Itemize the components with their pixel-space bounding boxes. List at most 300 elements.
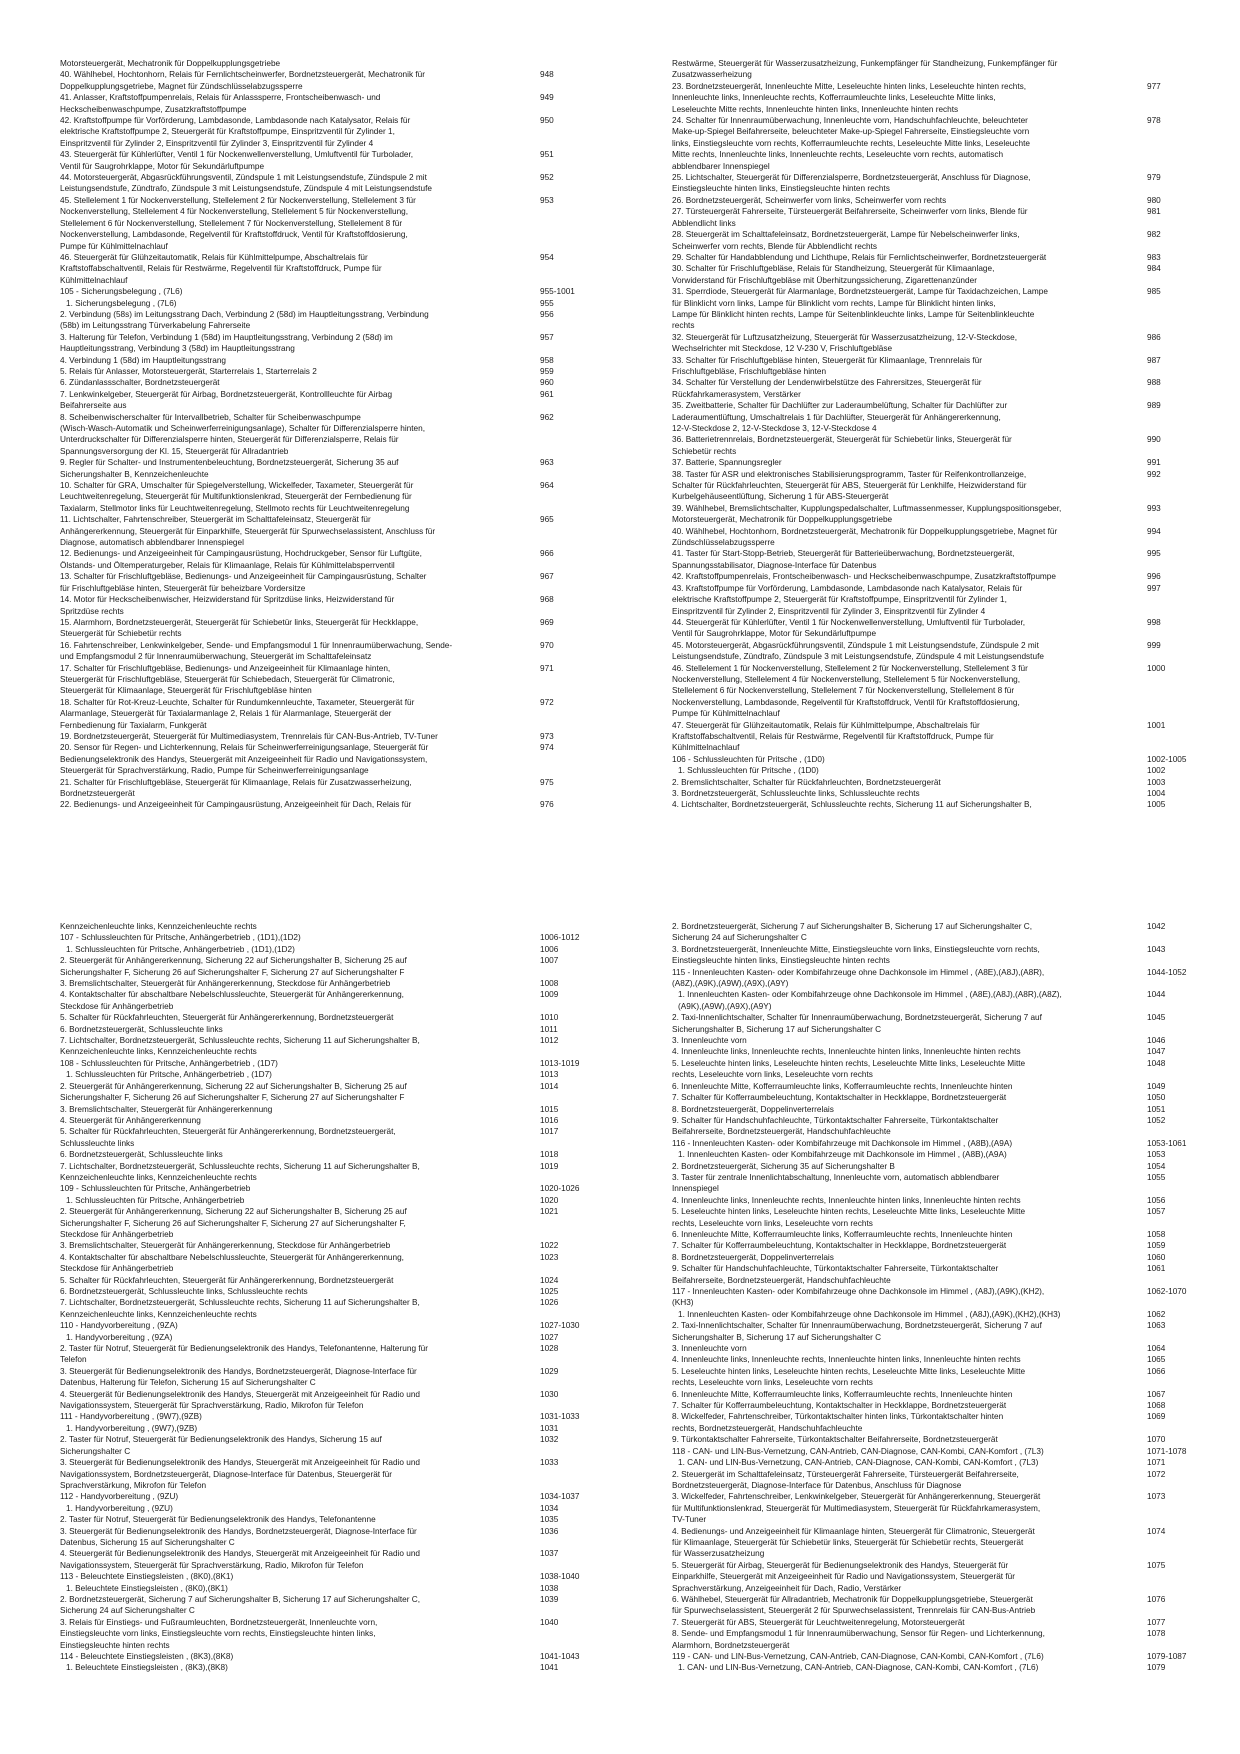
entry-text: 1. Beleuchtete Einstiegsleisten , (8K3),(8K8) (66, 1663, 228, 1673)
index-quadrant-bottom-right (672, 921, 1192, 1696)
entry-page-number: 997 (1147, 583, 1161, 593)
entry-text: 1. Schlussleuchten für Pritsche , (1D0) (678, 766, 819, 776)
entry-text: 4. Innenleuchte links, Innenleuchte rechts, Innenleuchte hinten links, Innenleuchte hinten rechts (672, 1047, 1021, 1057)
entry-text: 40. Wählhebel, Hochtonhorn, Bordnetzsteuergerät, Mechatronik für Doppelkupplungsgetriebe, Magnet für Zündschlüsselabzugssperre (672, 526, 1058, 548)
entry-page-number: 1055 (1147, 1172, 1166, 1182)
index-entry (60, 1081, 580, 1104)
index-entry (60, 389, 580, 412)
entry-text: 5. Leseleuchte hinten links, Leseleuchte hinten rechts, Leseleuchte Mitte links, Leseleuchte Mitte rechts, Leseleuchte vorn links, Leseleuchte vorn rechts (672, 1366, 1026, 1388)
index-entry (672, 1058, 1192, 1081)
entry-page-number: 1004 (1147, 789, 1166, 798)
index-entry (672, 1240, 1192, 1251)
index-entry (60, 457, 580, 480)
index-entry (60, 1594, 580, 1617)
index-entry (672, 1309, 1192, 1320)
entry-text: 26. Bordnetzsteuergerät, Scheinwerfer vorn links, Scheinwerfer vorn rechts (672, 195, 947, 205)
entry-text: 6. Bordnetzsteuergerät, Schlussleuchte links (60, 1150, 223, 1160)
entry-page-number: 1026 (540, 1298, 559, 1308)
index-entry (60, 514, 580, 548)
entry-text: 5. Schalter für Rückfahrleuchten, Steuergerät für Anhängererkennung, Bordnetzsteuergerät (60, 1013, 394, 1023)
entry-text: 2. Bordnetzsteuergerät, Sicherung 35 auf Sicherungshalter B (672, 1161, 895, 1171)
index-entry (60, 1252, 580, 1275)
entry-text: 12. Bedienungs- und Anzeigeeinheit für Campingausrüstung, Hochdruckgeber, Sensor für Luftgüte, Ölstands- und Öltemperaturgeber, Relais für Klimaanlage, Relais für Kühlmittelabsperrventil (60, 549, 422, 570)
entry-page-number: 1070 (1147, 1435, 1166, 1445)
entry-text: 5. Leseleuchte hinten links, Leseleuchte hinten rechts, Leseleuchte Mitte links, Leseleuchte Mitte rechts, Leseleuchte vorn links, Leseleuchte vorn rechts (672, 1207, 1026, 1228)
entry-text: 118 - CAN- und LIN-Bus-Vernetzung, CAN-Antrieb, CAN-Diagnose, CAN-Kombi, CAN-Komfort , (7L3) (672, 1446, 1044, 1456)
entry-page-number: 1049 (1147, 1081, 1166, 1091)
entry-page-number: 1058 (1147, 1229, 1166, 1239)
entry-page-number: 1027 (540, 1332, 559, 1342)
entry-text: 33. Schalter für Frischluftgebläse hinten, Steuergerät für Klimaanlage, Trennrelais für Frischluftgebläse, Frischluftgebläse hinten (672, 355, 982, 376)
entry-text: 6. Bordnetzsteuergerät, Schlussleuchte links, Schlussleuchte rechts (60, 1287, 308, 1296)
index-entry (60, 1275, 580, 1286)
index-entry (60, 1457, 580, 1491)
index-entry (60, 731, 580, 742)
entry-page-number: 954 (540, 252, 554, 262)
entry-page-number: 979 (1147, 173, 1161, 183)
entry-page-number: 988 (1147, 378, 1161, 388)
index-entry (672, 1400, 1192, 1411)
entry-text: 6. Innenleuchte Mitte, Kofferraumleuchte links, Kofferraumleuchte rechts, Innenleuchte hinten (672, 1389, 1013, 1399)
index-entry (60, 1149, 580, 1160)
entry-page-number: 971 (540, 663, 554, 673)
entry-text: 31. Sperrdiode, Steuergerät für Alarmanlage, Bordnetzsteuergerät, Lampe für Taxidachzeichen, Lampe für Blinklicht vorn links, Lampe für Blinklicht vorn rechts, Lampe für Blinklicht hinten links, Lampe für Blinklicht hinten rechts, Lampe für Seitenblinkleuchte links, Lampe für Seitenblinkleuchte rechts (672, 287, 1048, 331)
entry-page-number: 973 (540, 731, 554, 741)
entry-page-number: 1019 (540, 1161, 559, 1171)
entry-text: 3. Halterung für Telefon, Verbindung 1 (58d) im Hauptleitungsstrang, Verbindung 2 (58d) im Hauptleitungsstrang, Verbindung 3 (58d) im Hauptleitungsstrang (60, 332, 393, 354)
index-entry (672, 229, 1192, 252)
entry-text: 2. Steuergerät im Schalttafeleinsatz, Türsteuergerät Fahrerseite, Türsteuergerät Beifahrerseite, Bordnetzsteuergerät, Diagnose-Interface für Datenbus, Anschluss für Diagnose (672, 1469, 1019, 1490)
entry-text: 2. Taster für Notruf, Steuergerät für Bedienungselektronik des Handys, Telefonantenne, Halterung für Telefon (60, 1344, 428, 1365)
entry-page-number: 964 (540, 481, 554, 491)
entry-page-number: 1037 (540, 1549, 559, 1559)
entry-page-number: 1038-1040 (540, 1572, 580, 1582)
entry-text: 4. Steuergerät für Bedienungselektronik des Handys, Steuergerät mit Anzeigeeinheit für Radio und Navigationssystem, Steuergerät für Sprachverstärkung, Radio, Mikrofon für Telefon (60, 1389, 421, 1411)
index-entry (60, 172, 580, 195)
entry-text: 107 - Schlussleuchten für Pritsche, Anhängerbetrieb , (1D1),(1D2) (60, 933, 301, 943)
index-entry (60, 252, 580, 286)
entry-page-number: 1028 (540, 1344, 559, 1354)
entry-text: 22. Bedienungs- und Anzeigeeinheit für Campingausrüstung, Anzeigeeinheit für Dach, Relais für (60, 800, 412, 810)
entry-text: 5. Steuergerät für Airbag, Steuergerät für Bedienungselektronik des Handys, Steuergerät für Einparkhilfe, Steuergerät mit Anzeigeeinheit für Radio und Navigationssystem, Steuergerät für Sprachverstärkung, Anzeigeeinheit für Dach, Radio, Verstärker (672, 1560, 1016, 1593)
entry-text: 9. Schalter für Handschuhfachleuchte, Türkontaktschalter Fahrerseite, Türkontaktschalter Beifahrerseite, Bordnetzsteuergerät, Handschuhfachleuchte (672, 1264, 999, 1285)
entry-page-number: 1036 (540, 1526, 559, 1536)
index-entry (60, 1195, 580, 1206)
entry-page-number: 1046 (1147, 1036, 1166, 1046)
entry-text: 44. Steuergerät für Kühlerlüfter, Ventil 1 für Nockenwellenverstellung, Umluftventil für Turbolader, Ventil für Saugrohrklappe, Motor für Sekundärluftpumpe (672, 617, 1026, 639)
entry-page-number: 1006-1012 (540, 933, 580, 943)
entry-page-number: 993 (1147, 503, 1161, 513)
entry-page-number: 1010 (540, 1013, 559, 1023)
index-entry (60, 115, 580, 149)
entry-page-number: 960 (540, 378, 554, 388)
entry-text: 1. Handyvorbereitung , (9W7),(9ZB) (66, 1423, 198, 1433)
index-entry (60, 548, 580, 571)
index-entry (60, 799, 580, 810)
entry-text: 1. Schlussleuchten für Pritsche, Anhängerbetrieb , (1D1),(1D2) (66, 944, 295, 954)
entry-page-number: 956 (540, 309, 554, 319)
entry-text: 113 - Beleuchtete Einstiegsleisten , (8K0),(8K1) (60, 1572, 234, 1582)
entry-text: 2. Verbindung (58s) im Leitungsstrang Dach, Verbindung 2 (58d) im Hauptleitungsstrang, Verbindung (58b) im Leitungsstrang Türverkabelung Fahrerseite (60, 309, 429, 331)
entry-page-number: 991 (1147, 458, 1161, 468)
index-entry (60, 1366, 580, 1389)
entry-page-number: 1017 (540, 1127, 559, 1137)
entry-text: 3. Bordnetzsteuergerät, Innenleuchte Mitte, Einstiegsleuchte vorn links, Einstiegsleuchte vorn rechts, Einstiegsleuchte hinten links, Einstiegsleuchte hinten rechts (672, 944, 1040, 966)
entry-text: 6. Wählhebel, Steuergerät für Allradantrieb, Mechatronik für Doppelkupplungsgetriebe, Steuergerät für Spurwechselassistent, Steuergerät 2 für Spurwechselassistent, Trennrelais für CAN-Bus-Antrieb (672, 1594, 1036, 1616)
entry-page-number: 995 (1147, 549, 1161, 559)
index-entry (60, 777, 580, 800)
entry-page-number: 987 (1147, 355, 1161, 365)
index-entry (672, 548, 1192, 571)
index-entry (60, 412, 580, 458)
index-entry (672, 1115, 1192, 1138)
index-entry (60, 92, 580, 115)
index-entry (672, 1012, 1192, 1035)
index-entry (672, 332, 1192, 355)
entry-text: 8. Scheibenwischerschalter für Intervallbetrieb, Schalter für Scheibenwaschpumpe (Wisch-Wasch-Automatik und Scheinwerferreinigungsanlage), Schalter für Differenzialsperre hinten, Unterdruckschalter für Differenzialsperre hinten, Steuergerät für Differenzialsperre, Relais für Spannungsversorgung der Kl. 15, Steuergerät für Allradantrieb (60, 412, 425, 456)
entry-page-number: 1031-1033 (540, 1412, 580, 1422)
entry-page-number: 966 (540, 549, 554, 559)
index-entry (672, 377, 1192, 400)
entry-text: 7. Lichtschalter, Bordnetzsteuergerät, Schlussleuchte rechts, Sicherung 11 auf Sicherungshalter B, Kennzeichenleuchte links, Kennzeichenleuchte rechts (60, 1036, 420, 1057)
entry-text: 7. Steuergerät für ABS, Steuergerät für Leuchtweitenregelung, Motorsteuergerät (672, 1617, 965, 1627)
index-section-entry (60, 1411, 580, 1422)
index-entry (672, 195, 1192, 206)
entry-page-number: 968 (540, 595, 554, 605)
entry-page-number: 1008 (540, 979, 559, 989)
entry-text: 1. Handyvorbereitung , (9ZU) (66, 1503, 173, 1513)
entry-text: 4. Steuergerät für Bedienungselektronik des Handys, Steuergerät mit Anzeigeeinheit für Radio und Navigationssystem, Steuergerät für Sprachverstärkung, Radio, Mikrofon für Telefon (60, 1549, 421, 1570)
entry-page-number: 1039 (540, 1594, 559, 1604)
entry-text: 4. Innenleuchte links, Innenleuchte rechts, Innenleuchte hinten links, Innenleuchte hinten rechts (672, 1195, 1021, 1205)
entry-text: 116 - Innenleuchten Kasten- oder Kombifahrzeuge mit Dachkonsole im Himmel , (A8B),(A9A) (672, 1138, 1013, 1148)
index-entry (672, 1491, 1192, 1525)
entry-text: 8. Bordnetzsteuergerät, Doppelinverterrelais (672, 1252, 834, 1262)
index-entry (672, 434, 1192, 457)
index-entry (672, 400, 1192, 434)
entry-text: 16. Fahrtenschreiber, Lenkwinkelgeber, Sende- und Empfangsmodul 1 für Innenraumüberwachung, Sende- und Empfangsmodul 2 für Innenraumüberwachung, Steuergerät im Schalttafeleinsatz (60, 640, 453, 662)
entry-text: 4. Kontaktschalter für abschaltbare Nebelschlussleuchte, Steuergerät für Anhängererkennung, Steckdose für Anhängerbetrieb (60, 1252, 404, 1274)
entry-text: 117 - Innenleuchten Kasten- oder Kombifahrzeuge ohne Dachkonsole im Himmel , (A8J),(A9K),(KH2), (KH3) (672, 1287, 1045, 1308)
entry-page-number: 1042 (1147, 922, 1166, 931)
entry-text: 4. Innenleuchte links, Innenleuchte rechts, Innenleuchte hinten links, Innenleuchte hinten rechts (672, 1355, 1021, 1365)
entry-page-number: 1035 (540, 1515, 559, 1525)
entry-text: 14. Motor für Heckscheibenwischer, Heizwiderstand für Spritzdüse links, Heizwiderstand für Spritzdüse rechts (60, 595, 395, 616)
index-entry (60, 332, 580, 355)
index-entry (672, 1092, 1192, 1103)
entry-text: 32. Steuergerät für Luftzusatzheizung, Steuergerät für Wasserzusatzheizung, 12-V-Steckdose, Wechselrichter mit Steckdose, 12 V-230 V, Frischluftgebläse (672, 332, 1018, 354)
index-section-entry (672, 1286, 1192, 1309)
entry-page-number: 1009 (540, 990, 559, 1000)
index-entry (60, 1617, 580, 1651)
index-entry (60, 1240, 580, 1251)
entry-text: 2. Bremslichtschalter, Schalter für Rückfahrleuchten, Bordnetzsteuergerät (672, 777, 941, 787)
entry-text: 42. Kraftstoffpumpe für Vorförderung, Lambdasonde, Lambdasonde nach Katalysator, Relais für elektrische Kraftstoffpumpe 2, Steuergerät für Kraftstoffpumpe, Einspritzventil für Zylinder 1, Einspritzventil für Zylinder 2, Einspritzventil für Zylinder 3, Einspritzventil für Zylinder 4 (60, 116, 411, 148)
entry-page-number: 1002-1005 (1147, 754, 1187, 764)
entry-text: 110 - Handyvorbereitung , (9ZA) (60, 1321, 178, 1331)
index-entry (60, 1161, 580, 1184)
entry-text: 40. Wählhebel, Hochtonhorn, Relais für Fernlichtscheinwerfer, Bordnetzsteuergerät, Mechatronik für Doppelkupplungsgetriebe, Magnet für Zündschlüsselabzugssperre (60, 70, 426, 91)
entry-text: 46. Stellelement 1 für Nockenverstellung, Stellelement 2 für Nockenverstellung, Stellelement 3 für Nockenverstellung, Stellelement 4 für Nockenverstellung, Stellelement 5 für Nockenverstellung, Stellelement 6 für Nockenverstellung, Stellelement 7 für Nockenverstellung, Stellelement 8 für Nockenverstellung, Lambdasonde, Regelventil für Kraftstoffdruck, Ventil für Kraftstoffdosierung, Pumpe für Kühlmittelnachlauf (672, 663, 1028, 719)
index-section-entry (60, 1058, 580, 1069)
entry-page-number: 1041-1043 (540, 1652, 580, 1661)
entry-page-number: 1059 (1147, 1241, 1166, 1251)
entry-text: 3. Bremslichtschalter, Steuergerät für Anhängererkennung, Steckdose für Anhängerbetrieb (60, 1241, 391, 1251)
entry-text: 38. Taster für ASR und elektronisches Stabilisierungsprogramm, Taster für Reifenkontrollanzeige, Schalter für Rückfahrleuchten, Steuergerät für ABS, Steuergerät für Lenkhilfe, Heizwiderstand für Kurbelgehäuseentlüftung, Sicherung 1 für ABS-Steuergerät (672, 469, 1027, 502)
entry-text: 4. Lichtschalter, Bordnetzsteuergerät, Schlussleuchte rechts, Sicherung 11 auf Sicherungshalter B, (672, 800, 1032, 810)
entry-text: 36. Batterietrennrelais, Bordnetzsteuergerät, Steuergerät für Schiebetür links, Steuergerät für Schiebetür rechts (672, 435, 1012, 456)
index-entry (60, 149, 580, 172)
entry-text: 28. Steuergerät im Schalttafeleinsatz, Bordnetzsteuergerät, Lampe für Nebelscheinwerfer links, Scheinwerfer vorn rechts, Blende für Abblendlicht rechts (672, 230, 1020, 251)
index-quadrant-top-left (60, 58, 580, 833)
entry-text: 2. Bordnetzsteuergerät, Sicherung 7 auf Sicherungshalter B, Sicherung 17 auf Sicherungshalter C, Sicherung 24 auf Sicherungshalter C (60, 1594, 421, 1616)
index-entry (672, 1366, 1192, 1389)
entry-text: 106 - Schlussleuchten für Pritsche , (1D0) (672, 754, 825, 764)
entry-page-number: 984 (1147, 264, 1161, 274)
index-entry (672, 1594, 1192, 1617)
entry-page-number: 1047 (1147, 1047, 1166, 1057)
index-entry (60, 480, 580, 514)
entry-text: 3. Steuergerät für Bedienungselektronik des Handys, Bordnetzsteuergerät, Diagnose-Interface für Datenbus, Sicherung 15 auf Sicherungshalter C (60, 1526, 417, 1547)
entry-text: 1. Innenleuchten Kasten- oder Kombifahrzeuge ohne Dachkonsole im Himmel , (A8E),(A8J),(A8R),(A8Z), (A9K),(A9W),(A9X),(A9Y) (678, 990, 1062, 1011)
entry-page-number: 992 (1147, 469, 1161, 479)
index-quadrant-bottom-left (60, 921, 580, 1696)
index-entry (672, 640, 1192, 663)
entry-page-number: 962 (540, 412, 554, 422)
index-entry (672, 720, 1192, 754)
entry-text: 6. Innenleuchte Mitte, Kofferraumleuchte links, Kofferraumleuchte rechts, Innenleuchte hinten (672, 1081, 1013, 1091)
index-section-entry (672, 754, 1192, 765)
entry-page-number: 1074 (1147, 1526, 1166, 1536)
entry-text: 1. Handyvorbereitung , (9ZA) (66, 1332, 173, 1342)
entry-text: 3. Bremslichtschalter, Steuergerät für Anhängererkennung (60, 1104, 273, 1114)
entry-page-number: 1018 (540, 1150, 559, 1160)
entry-text: 2. Taxi-Innenlichtschalter, Schalter für Innenraumüberwachung, Bordnetzsteuergerät, Sicherung 7 auf Sicherungshalter B, Sicherung 17 auf Sicherungshalter C (672, 1013, 1042, 1034)
entry-text: 108 - Schlussleuchten für Pritsche, Anhängerbetrieb , (1D7) (60, 1058, 278, 1068)
index-entry (672, 206, 1192, 229)
entry-text: 39. Wählhebel, Bremslichtschalter, Kupplungspedalschalter, Luftmassenmesser, Kupplungspositionsgeber, Motorsteuergerät, Mechatronik für Doppelkupplungsgetriebe (672, 503, 1062, 525)
entry-text: 45. Motorsteuergerät, Abgasrückführungsventil, Zündspule 1 mit Leistungsendstufe, Zündspule 2 mit Leistungsendstufe, Zündtrafo, Zündspule 3 mit Leistungsendstufe, Zündspule 4 mit Leistungsendstufe (672, 640, 1044, 662)
index-section-entry (60, 286, 580, 297)
entry-page-number: 1060 (1147, 1252, 1166, 1262)
index-entry (672, 765, 1192, 776)
index-entry (672, 788, 1192, 799)
entry-page-number: 970 (540, 640, 554, 650)
entry-page-number: 948 (540, 70, 554, 80)
entry-page-number: 1001 (1147, 720, 1166, 730)
entry-page-number: 1057 (1147, 1207, 1166, 1217)
entry-page-number: 1021 (540, 1207, 559, 1217)
entry-text: 1. Beleuchtete Einstiegsleisten , (8K0),(8K1) (66, 1583, 228, 1593)
entry-text: 105 - Sicherungsbelegung , (7L6) (60, 287, 183, 297)
entry-page-number: 955-1001 (540, 287, 575, 297)
entry-text: 1. Innenleuchten Kasten- oder Kombifahrzeuge ohne Dachkonsole im Himmel , (A8J),(A9K),(KH2),(KH3) (678, 1309, 1061, 1319)
index-entry (672, 1081, 1192, 1092)
index-entry (60, 1297, 580, 1320)
entry-text: 17. Schalter für Frischluftgebläse, Bedienungs- und Anzeigeeinheit für Klimaanlage hinten, Steuergerät für Frischluftgebläse, Steuergerät für Schiebedach, Steuergerät für Climatronic, Steuergerät für Klimaanlage, Steuergerät für Frischluftgebläse hinten (60, 663, 395, 696)
entry-text: 3. Innenleuchte vorn (672, 1344, 747, 1354)
index-entry (672, 1195, 1192, 1206)
entry-page-number: 1079-1087 (1147, 1652, 1187, 1661)
index-entry (672, 1469, 1192, 1492)
entry-page-number: 1053-1061 (1147, 1138, 1187, 1148)
entry-page-number: 967 (540, 572, 554, 582)
index-entry (672, 263, 1192, 286)
entry-text: 2. Taxi-Innenlichtschalter, Schalter für Innenraumüberwachung, Bordnetzsteuergerät, Sicherung 7 auf Sicherungshalter B, Sicherung 17 auf Sicherungshalter C (672, 1321, 1042, 1342)
entry-text: 2. Steuergerät für Anhängererkennung, Sicherung 22 auf Sicherungshalter B, Sicherung 25 auf Sicherungshalter F, Sicherung 26 auf Sicherungshalter F, Sicherung 27 auf Sicherungshalter F, Steckdose für Anhängerbetrieb (60, 1207, 407, 1239)
entry-page-number: 1034-1037 (540, 1492, 580, 1502)
entry-text: 1. Sicherungsbelegung , (7L6) (66, 298, 177, 308)
index-entry (672, 571, 1192, 582)
entry-page-number: 1020 (540, 1195, 559, 1205)
entry-text: 19. Bordnetzsteuergerät, Steuergerät für Multimediasystem, Trennrelais für CAN-Bus-Antrieb, TV-Tuner (60, 731, 438, 741)
index-entry (60, 1024, 580, 1035)
index-entry (672, 583, 1192, 617)
index-entry (60, 663, 580, 697)
entry-text: 3. Bremslichtschalter, Steuergerät für Anhängererkennung, Steckdose für Anhängerbetrieb (60, 979, 391, 989)
entry-text: 30. Schalter für Frischluftgebläse, Relais für Standheizung, Steuergerät für Klimaanlage, Vorwiderstand für Frischluftgebläse mit Überhitzungssicherung, Zigarettenanzünder (672, 264, 995, 285)
entry-page-number: 1075 (1147, 1560, 1166, 1570)
entry-page-number: 1045 (1147, 1013, 1166, 1023)
index-entry (60, 1514, 580, 1525)
index-entry (60, 309, 580, 332)
index-entry (672, 1560, 1192, 1594)
entry-page-number: 1024 (540, 1275, 559, 1285)
entry-page-number: 1006 (540, 944, 559, 954)
entry-page-number: 990 (1147, 435, 1161, 445)
index-entry (672, 777, 1192, 788)
entry-page-number: 1063 (1147, 1321, 1166, 1331)
entry-text: 4. Bedienungs- und Anzeigeeinheit für Klimaanlage hinten, Steuergerät für Climatronic, Steuergerät für Klimaanlage, Steuergerät für Schiebetür links, Steuergerät für Schiebetür rechts, Steuergerät für Wasserzusatzheizung (672, 1526, 1035, 1559)
entry-page-number: 1067 (1147, 1389, 1166, 1399)
entry-page-number: 1033 (540, 1458, 559, 1468)
entry-text: 119 - CAN- und LIN-Bus-Vernetzung, CAN-Antrieb, CAN-Diagnose, CAN-Kombi, CAN-Komfort , (7L6) (672, 1652, 1044, 1661)
entry-text: 7. Lichtschalter, Bordnetzsteuergerät, Schlussleuchte rechts, Sicherung 11 auf Sicherungshalter B, Kennzeichenleuchte links, Kennzeichenleuchte rechts (60, 1161, 420, 1182)
index-entry (672, 58, 1192, 81)
index-entry (672, 1628, 1192, 1651)
entry-text: 8. Bordnetzsteuergerät, Doppelinverterrelais (672, 1104, 834, 1114)
index-entry (672, 1172, 1192, 1195)
entry-text: 9. Schalter für Handschuhfachleuchte, Türkontaktschalter Fahrerseite, Türkontaktschalter Beifahrerseite, Bordnetzsteuergerät, Handschuhfachleuchte (672, 1115, 999, 1137)
entry-page-number: 1062 (1147, 1309, 1166, 1319)
entry-text: 10. Schalter für GRA, Umschalter für Spiegelverstellung, Wickelfeder, Taxameter, Steuergerät für Leuchtweitenregelung, Steuergerät für Multifunktionslenkrad, Steuergerät der Fernbedienung für Taxialarm, Stellmotor links für Leuchtweitenregelung, Stellmoto rechts für Leuchtweitenregelung (60, 481, 414, 513)
index-entry (60, 1104, 580, 1115)
index-entry (60, 921, 580, 932)
entry-text: 115 - Innenleuchten Kasten- oder Kombifahrzeuge ohne Dachkonsole im Himmel , (A8E),(A8J),(A8R), (A8Z),(A9K),(A9W),(A9X),(A9Y) (672, 967, 1045, 989)
entry-page-number: 994 (1147, 526, 1161, 536)
index-entry (60, 697, 580, 731)
entry-text: 7. Schalter für Kofferraumbeleuchtung, Kontaktschalter in Heckklappe, Bordnetzsteuergerät (672, 1093, 1007, 1103)
entry-page-number: 1054 (1147, 1161, 1166, 1171)
entry-text: 15. Alarmhorn, Bordnetzsteuergerät, Steuergerät für Schiebetür links, Steuergerät für Heckklappe, Steuergerät für Schiebetür rechts (60, 617, 419, 639)
entry-text: 7. Schalter für Kofferraumbeleuchtung, Kontaktschalter in Heckklappe, Bordnetzsteuergerät (672, 1241, 1007, 1251)
entry-text: 37. Batterie, Spannungsregler (672, 458, 782, 468)
entry-page-number: 978 (1147, 116, 1161, 126)
index-entry (60, 1434, 580, 1457)
entry-text: 3. Wickelfeder, Fahrtenschreiber, Lenkwinkelgeber, Steuergerät für Anhängererkennung, Steuergerät für Multifunktionslenkrad, Steuergerät für Multimediasystem, Steuergerät für Rückfahrkamerasystem, TV-Tuner (672, 1492, 1041, 1525)
entry-text: 5. Schalter für Rückfahrleuchten, Steuergerät für Anhängererkennung, Bordnetzsteuergerät (60, 1275, 394, 1285)
entry-text: 18. Schalter für Rot-Kreuz-Leuchte, Schalter für Rundumkennleuchte, Taxameter, Steuergerät für Alarmanlage, Steuergerät für Taxialarmanlage 2, Relais 1 für Alarmanlage, Steuergerät der Fernbedienung für Taxialarm, Funkgerät (60, 697, 415, 730)
entry-text: 41. Anlasser, Kraftstoffpumpenrelais, Relais für Anlasssperre, Frontscheibenwasch- und Heckscheibenwaschpumpe, Zusatzkraftstoffpumpe (60, 93, 381, 114)
entry-text: 6. Bordnetzsteuergerät, Schlussleuchte links (60, 1024, 223, 1034)
entry-page-number: 969 (540, 617, 554, 627)
entry-text: 42. Kraftstoffpumpenrelais, Frontscheibenwasch- und Heckscheibenwaschpumpe, Zusatzkraftstoffpumpe (672, 572, 1056, 582)
entry-text: 7. Lenkwinkelgeber, Steuergerät für Airbag, Bordnetzsteuergerät, Kontrollleuchte für Airbag Beifahrerseite aus (60, 389, 393, 411)
index-entry (672, 989, 1192, 1012)
entry-text: 8. Wickelfeder, Fahrtenschreiber, Türkontaktschalter hinten links, Türkontaktschalter hinten rechts, Bordnetzsteuergerät, Handschuhfachleuchte (672, 1412, 1004, 1433)
entry-page-number: 1022 (540, 1241, 559, 1251)
index-section-entry (60, 932, 580, 943)
entry-text: 9. Regler für Schalter- und Instrumentenbeleuchtung, Bordnetzsteuergerät, Sicherung 35 auf Sicherungshalter B, Kennzeichenleuchte (60, 458, 399, 479)
entry-page-number: 975 (540, 777, 554, 787)
index-entry (60, 1012, 580, 1023)
index-entry (60, 989, 580, 1012)
entry-text: 21. Schalter für Frischluftgebläse, Steuergerät für Klimaanlage, Relais für Zusatzwasserheizung, Bordnetzsteuergerät (60, 777, 412, 798)
entry-page-number: 1064 (1147, 1344, 1166, 1354)
entry-text: 2. Bordnetzsteuergerät, Sicherung 7 auf Sicherungshalter B, Sicherung 17 auf Sicherungshalter C, Sicherung 24 auf Sicherungshalter C (672, 922, 1033, 943)
index-entry (60, 298, 580, 309)
index-entry (60, 1548, 580, 1571)
entry-page-number: 974 (540, 743, 554, 753)
entry-text: 3. Taster für zentrale Innenlichtabschaltung, Innenleuchte vorn, automatisch abblendbarer Innenspiegel (672, 1172, 1000, 1194)
index-entry (60, 640, 580, 663)
index-section-entry (672, 1446, 1192, 1457)
entry-page-number: 949 (540, 93, 554, 103)
index-entry (60, 1526, 580, 1549)
entry-page-number: 1007 (540, 956, 559, 966)
entry-page-number: 982 (1147, 230, 1161, 240)
index-entry (60, 1286, 580, 1297)
entry-page-number: 1079 (1147, 1663, 1166, 1673)
entry-text: 35. Zweitbatterie, Schalter für Dachlüfter zur Laderaumbelüftung, Schalter für Dachlüfter zur Laderaumentlüftung, Umschaltrelais 1 für Dachlüfter, Steuergerät für Anhängererkennung, 12-V-Steckdose 2, 12-V-Steckdose 3, 12-V-Steckdose 4 (672, 401, 1008, 433)
entry-page-number: 996 (1147, 572, 1161, 582)
entry-text: 41. Taster für Start-Stopp-Betrieb, Steuergerät für Batterieüberwachung, Bordnetzsteuergerät, Spannungsstabilisator, Diagnose-Interface für Datenbus (672, 549, 1015, 570)
entry-text: 2. Taster für Notruf, Steuergerät für Bedienungselektronik des Handys, Sicherung 15 auf Sicherungshalter C (60, 1435, 382, 1456)
entry-text: 3. Steuergerät für Bedienungselektronik des Handys, Steuergerät mit Anzeigeeinheit für Radio und Navigationssystem, Bordnetzsteuergerät, Diagnose-Interface für Datenbus, Steuergerät für Sprachverstärkung, Mikrofon für Telefon (60, 1458, 421, 1490)
index-entry (672, 1161, 1192, 1172)
entry-text: 3. Innenleuchte vorn (672, 1036, 747, 1046)
index-entry (672, 1411, 1192, 1434)
index-entry (672, 1035, 1192, 1046)
entry-text: 1. Schlussleuchten für Pritsche, Anhängerbetrieb , (1D7) (66, 1070, 272, 1080)
entry-page-number: 989 (1147, 401, 1161, 411)
index-section-entry (60, 1320, 580, 1331)
index-entry (60, 195, 580, 252)
entry-page-number: 980 (1147, 195, 1161, 205)
index-entry (60, 1423, 580, 1434)
entry-page-number: 1076 (1147, 1594, 1166, 1604)
index-entry (672, 1434, 1192, 1445)
entry-page-number: 952 (540, 173, 554, 183)
entry-page-number: 1012 (540, 1036, 559, 1046)
entry-page-number: 1044-1052 (1147, 967, 1187, 977)
entry-text: 20. Sensor für Regen- und Lichterkennung, Relais für Scheinwerferreinigungsanlage, Steuergerät für Bedienungselektronik des Handys, Steuergerät mit Anzeigeeinheit für Radio und Navigationssystem, Steuergerät für Sprachverstärkung, Radio, Pumpe für Scheinwerferreinigungsanlage (60, 743, 429, 776)
entry-page-number: 1052 (1147, 1115, 1166, 1125)
entry-page-number: 950 (540, 116, 554, 126)
index-section-entry (60, 1183, 580, 1194)
index-entry (60, 978, 580, 989)
entry-page-number: 1032 (540, 1435, 559, 1445)
entry-text: 5. Leseleuchte hinten links, Leseleuchte hinten rechts, Leseleuchte Mitte links, Leseleuchte Mitte rechts, Leseleuchte vorn links, Leseleuchte vorn rechts (672, 1058, 1026, 1080)
entry-text: 112 - Handyvorbereitung , (9ZU) (60, 1492, 179, 1502)
index-entry (672, 1263, 1192, 1286)
entry-page-number: 1034 (540, 1503, 559, 1513)
entry-text: 29. Schalter für Handabblendung und Lichthupe, Relais für Fernlichtscheinwerfer, Bordnetzsteuergerät (672, 252, 1047, 262)
index-entry (672, 1046, 1192, 1057)
index-entry (672, 1104, 1192, 1115)
entry-text: 4. Verbindung 1 (58d) im Hauptleitungsstrang (60, 355, 227, 365)
entry-text: 43. Steuergerät für Kühlerlüfter, Ventil 1 für Nockenwellenverstellung, Umluftventil für Turbolader, Ventil für Saugrohrklappe, Motor für Sekundärluftpumpe (60, 150, 414, 171)
